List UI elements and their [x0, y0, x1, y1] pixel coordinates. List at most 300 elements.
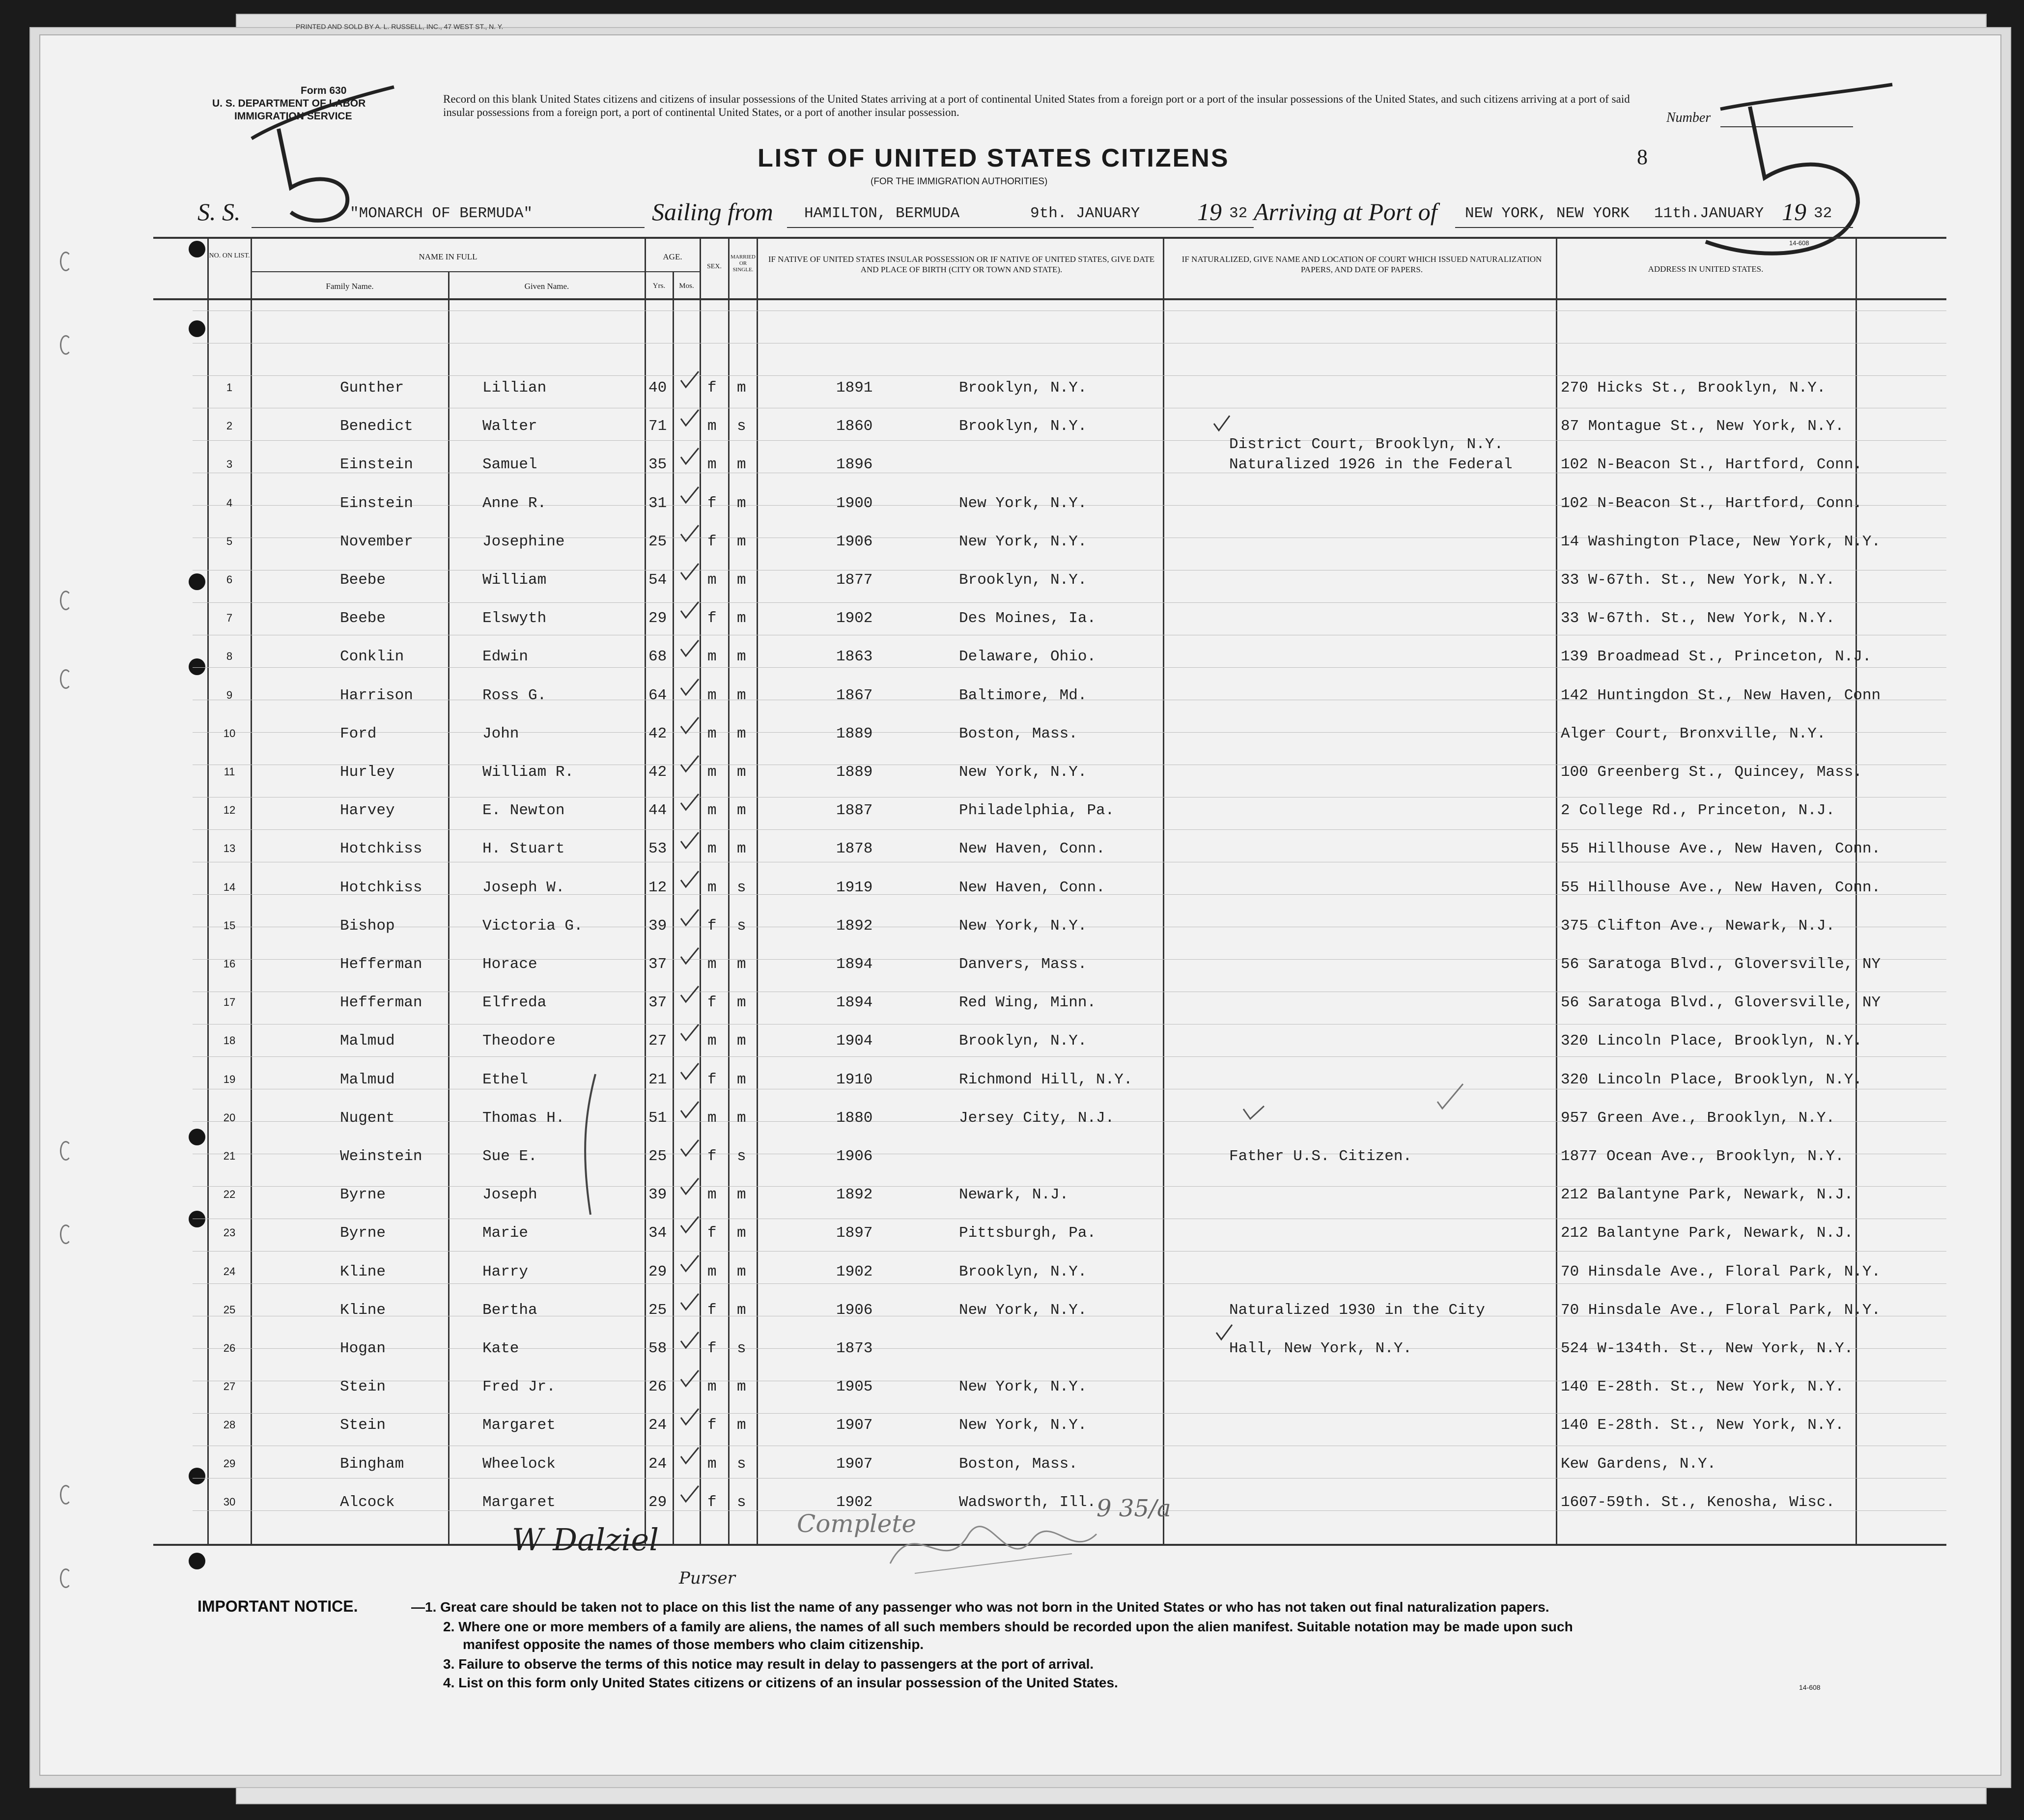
sailing-year-suffix: 32 [1229, 205, 1248, 222]
age-years: 34 [648, 1224, 667, 1242]
address: 100 Greenberg St., Quincey, Mass. [1561, 764, 1862, 781]
sex: m [707, 1109, 717, 1127]
arriving-label: Arriving at Port of [1254, 198, 1437, 226]
address: 87 Montague St., New York, N.Y. [1561, 418, 1844, 435]
address: 375 Clifton Ave., Newark, N.J. [1561, 917, 1835, 935]
binder-hole [189, 573, 205, 590]
given-name: Ethel [482, 1071, 529, 1088]
birth-place: New York, N.Y. [959, 917, 1087, 935]
naturalization-note: Naturalized 1930 in the City [1229, 1301, 1485, 1319]
given-name: Kate [482, 1340, 519, 1357]
family-name: Malmud [340, 1032, 395, 1050]
marital-status: m [737, 1109, 746, 1127]
row-number: 5 [226, 535, 233, 547]
sex: f [707, 1301, 717, 1319]
address: 140 E-28th. St., New York, N.Y. [1561, 1378, 1844, 1396]
verification-checkmark [679, 370, 701, 389]
marital-status: s [737, 917, 746, 935]
family-name: November [340, 533, 413, 550]
row-number: 16 [223, 958, 236, 970]
birth-place: New York, N.Y. [959, 494, 1087, 512]
family-name: Hogan [340, 1340, 386, 1357]
row-number: 23 [223, 1226, 236, 1239]
ship-underline [252, 227, 645, 228]
binder-ring [60, 252, 72, 271]
binder-hole [189, 320, 205, 337]
birth-year: 1892 [836, 917, 873, 935]
sex: m [707, 879, 717, 896]
col-line-nat [1163, 237, 1164, 1544]
family-name: Weinstein [340, 1148, 422, 1165]
given-name: William R. [482, 764, 574, 781]
address: 55 Hillhouse Ave., New Haven, Conn. [1561, 879, 1881, 896]
row-number: 19 [223, 1073, 236, 1085]
birth-year: 1896 [836, 456, 873, 474]
verification-checkmark [679, 869, 701, 889]
sex: f [707, 1340, 717, 1357]
sheet-number: 8 [1637, 145, 1648, 169]
age-years: 27 [648, 1032, 667, 1050]
checkmark [1212, 414, 1232, 433]
given-name: Marie [482, 1224, 529, 1242]
form-number: Form 630 [301, 85, 347, 96]
family-name: Alcock [340, 1493, 395, 1511]
ruled-line [193, 375, 1946, 376]
notice-item-4: 4. List on this form only United States citizens or citizens of an insular possession of the United States. [443, 1675, 1118, 1690]
ruled-line [193, 602, 1946, 603]
age-years: 64 [648, 686, 667, 704]
arriving-year-suffix: 32 [1814, 205, 1832, 222]
family-name: Hotchkiss [340, 879, 422, 896]
address: 56 Saratoga Blvd., Gloversville, NY [1561, 994, 1881, 1012]
address: 957 Green Ave., Brooklyn, N.Y. [1561, 1109, 1835, 1127]
sex: m [707, 686, 717, 704]
family-name: Kline [340, 1301, 386, 1319]
address: 70 Hinsdale Ave., Floral Park, N.Y. [1561, 1301, 1881, 1319]
row-number: 11 [224, 766, 235, 778]
birth-place: Red Wing, Minn. [959, 994, 1096, 1012]
naturalization-note: Hall, New York, N.Y. [1229, 1340, 1412, 1357]
address: Kew Gardens, N.Y. [1561, 1455, 1716, 1473]
address: 142 Huntingdon St., New Haven, Conn [1561, 686, 1881, 704]
row-number: 27 [223, 1380, 236, 1393]
family-name: Hefferman [340, 956, 422, 973]
family-name: Beebe [340, 571, 386, 589]
department-line-1: U. S. DEPARTMENT OF LABOR [212, 98, 366, 109]
birth-place: Delaware, Ohio. [959, 648, 1096, 666]
family-name: Kline [340, 1263, 386, 1280]
marital-status: m [737, 494, 746, 512]
document-sheet [39, 23, 2001, 1776]
row-number: 4 [226, 496, 233, 509]
birth-place: Newark, N.J. [959, 1186, 1069, 1204]
naturalization-note-row3-line2: District Court, Brooklyn, N.Y. [1229, 436, 1504, 453]
given-name: Samuel [482, 456, 537, 474]
sex: f [707, 494, 717, 512]
birth-year: 1873 [836, 1340, 873, 1357]
binder-hole [189, 1129, 205, 1145]
handwritten-list-number-left [232, 65, 399, 227]
row-number: 9 [226, 688, 233, 701]
address: 56 Saratoga Blvd., Gloversville, NY [1561, 956, 1881, 973]
marital-status: m [737, 456, 746, 474]
marital-status: m [737, 686, 746, 704]
ruled-line [193, 1478, 1946, 1479]
arriving-underline [1455, 227, 1853, 228]
family-name: Gunther [340, 379, 404, 397]
age-years: 24 [648, 1455, 667, 1473]
given-name: Edwin [482, 648, 529, 666]
verification-checkmark [679, 946, 701, 966]
address: 270 Hicks St., Brooklyn, N.Y. [1561, 379, 1826, 397]
birth-year: 1887 [836, 802, 873, 820]
age-years: 54 [648, 571, 667, 589]
verification-checkmark [679, 754, 701, 773]
marital-status: m [737, 1301, 746, 1319]
binder-ring [60, 335, 72, 355]
given-name: Anne R. [482, 494, 547, 512]
birth-place: Boston, Mass. [959, 725, 1078, 742]
marital-status: m [737, 725, 746, 742]
given-name: Margaret [482, 1417, 556, 1434]
binder-hole [189, 1211, 205, 1227]
arriving-port: NEW YORK, NEW YORK [1465, 205, 1630, 222]
header-family-name: Family Name. [326, 282, 374, 291]
verification-checkmark [679, 1292, 701, 1311]
family-name: Byrne [340, 1186, 386, 1204]
family-name: Ford [340, 725, 377, 742]
checkmark [1241, 1104, 1266, 1124]
address: 102 N-Beacon St., Hartford, Conn. [1561, 494, 1862, 512]
sex: m [707, 1032, 717, 1050]
verification-checkmark [679, 1407, 701, 1426]
birth-place: Wadsworth, Ill. [959, 1493, 1096, 1511]
name-subheader-line [251, 271, 645, 272]
checkmark [1435, 1082, 1465, 1111]
bottom-form-code: 14-608 [1799, 1683, 1821, 1691]
age-years: 29 [648, 610, 667, 627]
row-number: 1 [226, 381, 233, 394]
age-years: 31 [648, 494, 667, 512]
family-name: Malmud [340, 1071, 395, 1088]
sex: f [707, 379, 717, 397]
verification-checkmark [679, 1138, 701, 1158]
row-number: 8 [226, 650, 233, 663]
given-name: Elswyth [482, 610, 547, 627]
given-name: H. Stuart [482, 840, 565, 858]
birth-place: Richmond Hill, N.Y. [959, 1071, 1133, 1088]
marital-status: s [737, 418, 746, 435]
verification-checkmark [679, 638, 701, 658]
row-number: 17 [223, 996, 236, 1009]
birth-place: Des Moines, Ia. [959, 610, 1096, 627]
family-name: Nugent [340, 1109, 395, 1127]
marital-status: s [737, 1455, 746, 1473]
marital-status: m [737, 1032, 746, 1050]
birth-year: 1897 [836, 1224, 873, 1242]
birth-place: Brooklyn, N.Y. [959, 1032, 1087, 1050]
family-name: Stein [340, 1378, 386, 1396]
notice-item-2-cont: manifest opposite the names of those members who claim citizenship. [463, 1637, 924, 1652]
verification-checkmark [679, 408, 701, 427]
age-years: 44 [648, 802, 667, 820]
given-name: John [482, 725, 519, 742]
purser-signature: W Dalziel [512, 1522, 659, 1558]
address: 70 Hinsdale Ave., Floral Park, N.Y. [1561, 1263, 1881, 1280]
age-years: 39 [648, 917, 667, 935]
binder-ring [60, 1224, 72, 1244]
binder-ring [60, 1141, 72, 1161]
binder-hole [189, 1553, 205, 1569]
form-title: LIST OF UNITED STATES CITIZENS [758, 144, 1230, 172]
col-line-family [251, 237, 252, 1544]
age-years: 40 [648, 379, 667, 397]
given-name: Fred Jr. [482, 1378, 556, 1396]
address: 140 E-28th. St., New York, N.Y. [1561, 1417, 1844, 1434]
birth-year: 1878 [836, 840, 873, 858]
row-number: 25 [223, 1303, 236, 1316]
family-name: Hotchkiss [340, 840, 422, 858]
birth-place: Pittsburgh, Pa. [959, 1224, 1096, 1242]
given-name: Lillian [482, 379, 547, 397]
ruled-line [193, 829, 1946, 830]
marital-status: m [737, 571, 746, 589]
sex: m [707, 725, 717, 742]
marital-status: m [737, 802, 746, 820]
address: 139 Broadmead St., Princeton, N.J. [1561, 648, 1872, 666]
age-years: 29 [648, 1493, 667, 1511]
header-given-name: Given Name. [524, 282, 569, 291]
birth-place: New Haven, Conn. [959, 879, 1105, 896]
header-no-on-list: NO. ON LIST. [209, 252, 250, 259]
row-number: 12 [223, 804, 236, 817]
family-name: Bishop [340, 917, 395, 935]
header-married-single: MARRIED OR SINGLE. [731, 254, 756, 273]
birth-year: 1867 [836, 686, 873, 704]
family-name: Benedict [340, 418, 413, 435]
age-years: 24 [648, 1417, 667, 1434]
birth-year: 1877 [836, 571, 873, 589]
sex: f [707, 1148, 717, 1165]
ruled-line [193, 1413, 1946, 1414]
given-name: Victoria G. [482, 917, 583, 935]
family-name: Bingham [340, 1455, 404, 1473]
sailing-from: HAMILTON, BERMUDA [804, 205, 960, 222]
family-name: Hefferman [340, 994, 422, 1012]
verification-checkmark [679, 984, 701, 1004]
ruled-line [193, 440, 1946, 441]
address: 524 W-134th. St., New York, N.Y. [1561, 1340, 1854, 1357]
sex: m [707, 1455, 717, 1473]
pencil-stroke [576, 1072, 605, 1220]
birth-year: 1907 [836, 1417, 873, 1434]
sex: m [707, 648, 717, 666]
birth-year: 1906 [836, 533, 873, 550]
inspector-signature-scrawl [885, 1505, 1101, 1583]
address: 320 Lincoln Place, Brooklyn, N.Y. [1561, 1032, 1862, 1050]
birth-place: New York, N.Y. [959, 1378, 1087, 1396]
birth-year: 1906 [836, 1301, 873, 1319]
age-years: 21 [648, 1071, 667, 1088]
birth-place: New Haven, Conn. [959, 840, 1105, 858]
header-sex: SEX. [707, 263, 722, 270]
sex: f [707, 1417, 717, 1434]
header-bottom-border [153, 298, 1946, 300]
header-naturalized: IF NATURALIZED, GIVE NAME AND LOCATION OF COURT WHICH ISSUED NATURALIZATION PAPERS, AND DATE OF PAPERS. [1181, 255, 1542, 274]
sex: m [707, 571, 717, 589]
row-number: 7 [226, 612, 233, 625]
row-number: 28 [223, 1419, 236, 1431]
marital-status: m [737, 610, 746, 627]
age-years: 25 [648, 533, 667, 550]
verification-checkmark [679, 1368, 701, 1388]
birth-place: Boston, Mass. [959, 1455, 1078, 1473]
col-line-no [207, 237, 209, 1544]
sex: m [707, 802, 717, 820]
naturalization-note: Naturalized 1926 in the Federal [1229, 456, 1513, 474]
birth-year: 1907 [836, 1455, 873, 1473]
given-name: Sue E. [482, 1148, 537, 1165]
notice-item-1: —1. Great care should be taken not to place on this list the name of any passenger who was not born in the United States or who has not taken out final naturalization papers. [411, 1599, 1549, 1615]
marital-status: m [737, 533, 746, 550]
birth-year: 1919 [836, 879, 873, 896]
family-name: Hurley [340, 764, 395, 781]
sex: f [707, 610, 717, 627]
family-name: Harvey [340, 802, 395, 820]
given-name: Thomas H. [482, 1109, 565, 1127]
arriving-year-prefix: 19 [1782, 198, 1806, 226]
birth-year: 1902 [836, 1263, 873, 1280]
family-name: Conklin [340, 648, 404, 666]
department-line-2: IMMIGRATION SERVICE [234, 111, 352, 122]
sex: f [707, 533, 717, 550]
birth-year: 1892 [836, 1186, 873, 1204]
address: 212 Balantyne Park, Newark, N.J. [1561, 1186, 1854, 1204]
age-years: 42 [648, 725, 667, 742]
given-name: Walter [482, 418, 537, 435]
age-years: 25 [648, 1301, 667, 1319]
birth-year: 1905 [836, 1378, 873, 1396]
sex: m [707, 840, 717, 858]
address: 102 N-Beacon St., Hartford, Conn. [1561, 456, 1862, 474]
given-name: Elfreda [482, 994, 547, 1012]
marital-status: s [737, 1493, 746, 1511]
age-years: 68 [648, 648, 667, 666]
row-number: 14 [223, 881, 236, 893]
ss-label: S. S. [197, 198, 241, 226]
age-years: 26 [648, 1378, 667, 1396]
given-name: Ross G. [482, 686, 547, 704]
family-name: Beebe [340, 610, 386, 627]
notice-item-2: 2. Where one or more members of a family are aliens, the names of all such members should be recorded upon the alien manifest. Suitable notation may be made upon such [443, 1619, 1573, 1634]
sailing-underline [787, 227, 1254, 228]
row-number: 22 [223, 1188, 236, 1201]
birth-year: 1902 [836, 610, 873, 627]
naturalization-note: Father U.S. Citizen. [1229, 1148, 1412, 1165]
row-number: 15 [223, 919, 236, 932]
family-name: Stein [340, 1417, 386, 1434]
purser-title: Purser [679, 1568, 735, 1588]
header-age: AGE. [663, 252, 682, 261]
header-yrs: Yrs. [652, 282, 666, 290]
birth-year: 1910 [836, 1071, 873, 1088]
row-number: 29 [223, 1457, 236, 1470]
family-name: Einstein [340, 456, 413, 474]
age-years: 35 [648, 456, 667, 474]
age-years: 53 [648, 840, 667, 858]
marital-status: s [737, 1148, 746, 1165]
given-name: Theodore [482, 1032, 556, 1050]
ruled-line [193, 1056, 1946, 1057]
binder-ring [60, 1485, 72, 1505]
row-number: 24 [223, 1265, 236, 1278]
age-subheader-line [645, 271, 700, 272]
marital-status: m [737, 994, 746, 1012]
given-name: Bertha [482, 1301, 537, 1319]
marital-status: m [737, 1186, 746, 1204]
marital-status: m [737, 840, 746, 858]
row-number: 3 [226, 458, 233, 471]
given-name: Joseph W. [482, 879, 565, 896]
birth-year: 1894 [836, 956, 873, 973]
birth-place: New York, N.Y. [959, 1417, 1087, 1434]
age-years: 51 [648, 1109, 667, 1127]
header-name-in-full: NAME IN FULL [419, 252, 478, 261]
birth-place: Brooklyn, N.Y. [959, 571, 1087, 589]
sex: f [707, 1224, 717, 1242]
birth-place: Brooklyn, N.Y. [959, 1263, 1087, 1280]
address: 33 W-67th. St., New York, N.Y. [1561, 610, 1835, 627]
marital-status: m [737, 1417, 746, 1434]
binder-hole [189, 1468, 205, 1484]
verification-checkmark [679, 562, 701, 581]
binder-hole [189, 658, 205, 675]
ruled-line [193, 667, 1946, 668]
address: 320 Lincoln Place, Brooklyn, N.Y. [1561, 1071, 1862, 1088]
given-name: Joseph [482, 1186, 537, 1204]
binder-hole [189, 241, 205, 257]
verification-checkmark [679, 523, 701, 543]
marital-status: m [737, 379, 746, 397]
row-number: 26 [223, 1342, 236, 1354]
notice-item-3: 3. Failure to observe the terms of this notice may result in delay to passengers at the port of arrival. [443, 1656, 1094, 1672]
birth-year: 1880 [836, 1109, 873, 1127]
age-years: 37 [648, 956, 667, 973]
verification-checkmark [679, 908, 701, 927]
age-years: 71 [648, 418, 667, 435]
row-number: 13 [223, 842, 236, 855]
printer-line: PRINTED AND SOLD BY A. L. RUSSELL, INC., 47 WEST ST., N. Y. [296, 23, 504, 30]
col-line-given [448, 271, 450, 1544]
binder-ring [60, 669, 72, 689]
row-number: 2 [226, 420, 233, 432]
sex: f [707, 917, 717, 935]
verification-checkmark [679, 485, 701, 505]
birth-place: Baltimore, Md. [959, 686, 1087, 704]
marital-status: s [737, 1340, 746, 1357]
ship-name: "MONARCH OF BERMUDA" [350, 205, 533, 222]
given-name: Margaret [482, 1493, 556, 1511]
birth-place: Jersey City, N.J. [959, 1109, 1115, 1127]
marital-status: m [737, 1224, 746, 1242]
col-line-mos [673, 271, 674, 1544]
given-name: Harry [482, 1263, 529, 1280]
arriving-date: 11th.JANUARY [1654, 205, 1764, 222]
verification-checkmark [679, 600, 701, 620]
verification-checkmark [679, 1484, 701, 1504]
row-number: 21 [223, 1150, 236, 1162]
marital-status: m [737, 1263, 746, 1280]
